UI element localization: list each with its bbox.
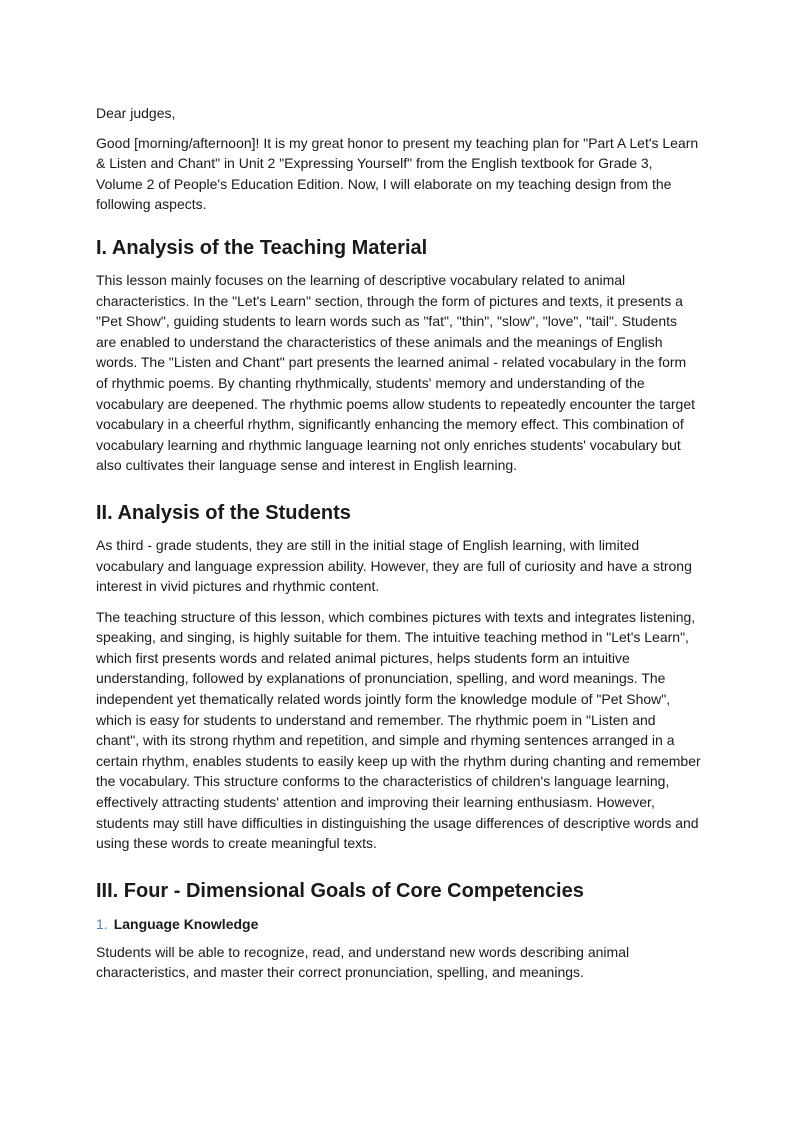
salutation: Dear judges, xyxy=(96,105,176,121)
section-paragraph: The teaching structure of this lesson, which combines pictures with texts and integrates listening, speaking, and singing, is highly suitable for them. The intuitive teaching method in "Let's Learn", which first presents words and related animal pictures, helps students form an intuitive understanding, followed by explanations of pronunciation, spelling, and word meanings. The independent yet thematically related words jointly form the knowledge module of "Pet Show", which is easy for students to understand and remember. The rhythmic poem in "Listen and chant", with its strong rhythm and repetition, and simple and rhyming sentences arranged in a certain rhythm, enables students to easily keep up with the rhythm during chanting and remember the vocabulary. This structure conforms to the characteristics of children's language learning, effectively attracting students' attention and improving their learning enthusiasm. However, students may still have difficulties in distinguishing the usage differences of descriptive words and using these words to create meaningful texts. xyxy=(96,608,701,852)
subsection-heading-language-knowledge xyxy=(96,914,701,934)
list-number: 1. xyxy=(96,915,108,932)
subsection-paragraph: Students will be able to recognize, read, and understand new words describing animal characteristics, and master their correct pronunciation, spelling, and meanings. xyxy=(96,943,630,981)
section-paragraph: As third - grade students, they are still in the initial stage of English learning, with limited vocabulary and language expression ability. However, they are full of curiosity and have a strong interest in vivid pictures and rhythmic content. xyxy=(96,536,692,595)
section-paragraph: This lesson mainly focuses on the learning of descriptive vocabulary related to animal characteristics. In the "Let's Learn" section, through the form of pictures and texts, it presents a "Pet Show", guiding students to learn words such as "fat", "thin", "slow", "love", "tail". Students are enabled to understand the characteristics of these animals and the meanings of English words. The "Listen and Chant" part presents the learned animal - related vocabulary in the form of rhythmic poems. By chanting rhythmically, students' memory and understanding of the vocabulary are deepened. The rhythmic poems allow students to repeatedly encounter the target vocabulary in a cheerful rhythm, significantly enhancing the memory effect. This combination of vocabulary learning and rhythmic language learning not only enriches students' vocabulary but also cultivates their language sense and interest in English learning. xyxy=(96,271,695,474)
section-heading-students: II. Analysis of the Students xyxy=(96,501,351,524)
subsection-title: Language Knowledge xyxy=(113,915,259,932)
section-heading-goals: III. Four - Dimensional Goals of Core Competencies xyxy=(96,879,584,902)
section-heading-teaching-material: I. Analysis of the Teaching Material xyxy=(96,236,428,259)
intro-paragraph: Good [morning/afternoon]! It is my great honor to present my teaching plan for "Part A Let's Learn & Listen and Chant" in Unit 2 "Expressing Yourself" from the English textbook for Grade 3, Volume 2 of People's Education Edition. Now, I will elaborate on my teaching design from the following aspects. xyxy=(96,134,699,213)
